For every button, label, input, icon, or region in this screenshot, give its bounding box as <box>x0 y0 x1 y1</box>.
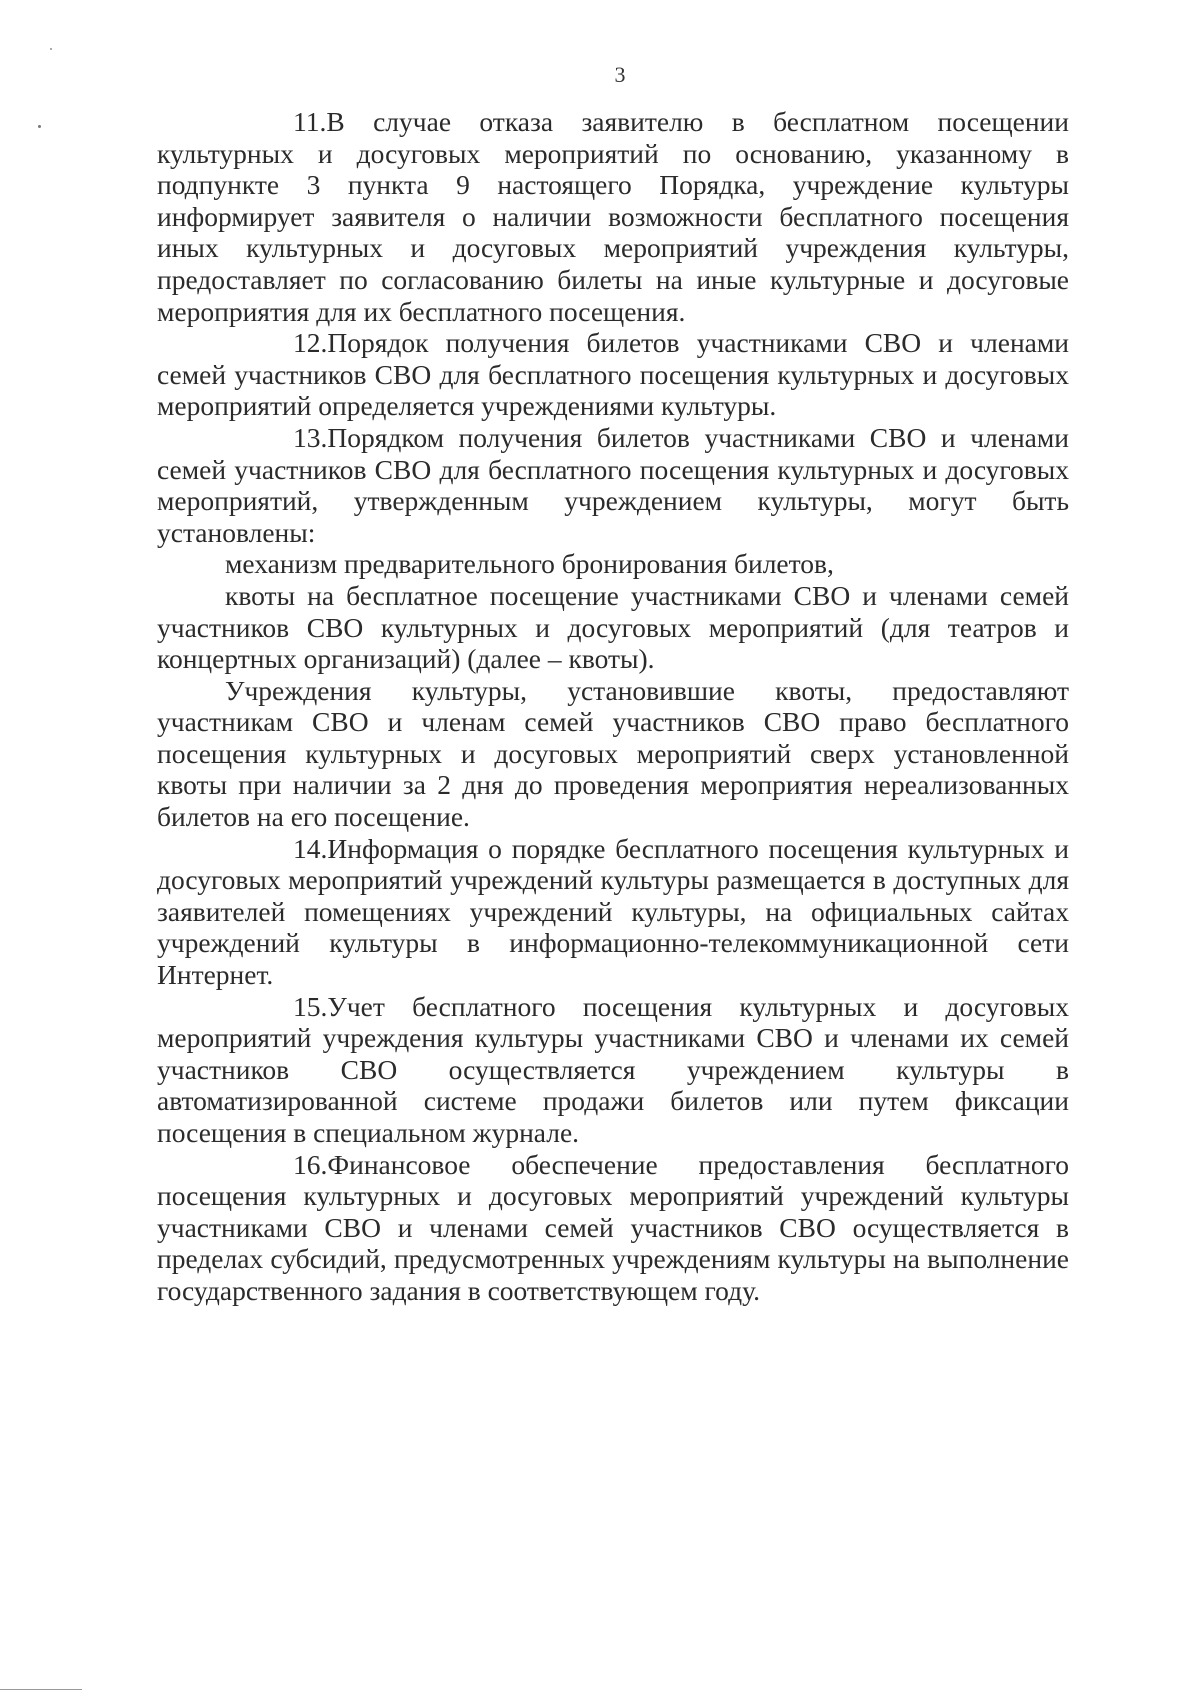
paragraph-13-item-booking <box>157 548 1069 580</box>
paragraph-15 <box>157 991 1069 1149</box>
paragraph-16 <box>157 1149 1069 1307</box>
paragraph-11 <box>157 106 1069 327</box>
paragraph-text: В случае отказа заявителю в бесплатном посещении культурных и досуговых мероприятий по основанию, указанному в подпункте 3 пункта 9 настоящего Порядка, учреждение культуры информирует заявителя о наличии возможности бесплатного посещения иных культурных и досуговых мероприятий учреждения культуры, предоставляет по согласованию билеты на иные культурные и досуговые мероприятия для их бесплатного посещения. <box>157 106 1069 327</box>
paragraph-text: Информация о порядке бесплатного посещения культурных и досуговых мероприятий учреждений культуры размещается в доступных для заявителей помещениях учреждений культуры, на официальных сайтах учреждений культуры в информационно-телекоммуникационной сети Интернет. <box>157 832 1069 991</box>
page-number: 3 <box>614 62 626 87</box>
paragraph-text: Финансовое обеспечение предоставления бесплатного посещения культурных и досуговых мероприятий учреждений культуры участниками СВО и членами семей участников СВО осуществляется в пределах субсидий, предусмотренных учреждениям культуры на выполнение государственного задания в соответствующем году. <box>157 1148 1069 1306</box>
paragraph-text: механизм предварительного бронирования билетов, <box>225 548 834 580</box>
paragraph-text: Порядок получения билетов участниками СВО и членами семей участников СВО для бесплатного посещения культурных и досуговых мероприятий определяется учреждениями культуры. <box>157 327 1069 422</box>
scan-speck <box>38 125 41 128</box>
paragraph-number: 14. <box>293 832 328 864</box>
paragraph-13 <box>157 422 1069 548</box>
paragraph-13-quotas-note <box>157 675 1069 833</box>
paragraph-number: 16. <box>293 1148 328 1180</box>
document-body <box>157 106 1069 1307</box>
paragraph-number: 11. <box>293 106 327 137</box>
paragraph-13-item-quotas <box>157 580 1069 675</box>
paragraph-text: Учет бесплатного посещения культурных и досуговых мероприятий учреждения культуры участниками СВО и членами их семей участников СВО осуществляется учреждением культуры в автоматизированной системе продажи билетов или путем фиксации посещения в специальном журнале. <box>157 990 1069 1148</box>
paragraph-text: Учреждения культуры, установившие квоты, предоставляют участникам СВО и членам семей участников СВО право бесплатного посещения культурных и досуговых мероприятий сверх установленной квоты при наличии за 2 дня до проведения мероприятия нереализованных билетов на его посещение. <box>157 674 1069 833</box>
paragraph-text: квоты на бесплатное посещение участниками СВО и членами семей участников СВО культурных и досуговых мероприятий (для театров и концертных организаций) (далее – квоты). <box>157 579 1069 675</box>
paragraph-text: Порядком получения билетов участниками СВО и членами семей участников СВО для бесплатного посещения культурных и досуговых мероприятий, утвержденным учреждением культуры, могут быть установлены: <box>157 421 1069 548</box>
paragraph-number: 12. <box>293 327 328 359</box>
paragraph-number: 15. <box>293 990 328 1022</box>
paragraph-14 <box>157 833 1069 991</box>
scan-speck <box>50 48 52 50</box>
paragraph-12 <box>157 327 1069 422</box>
scan-edge-line <box>0 1689 82 1690</box>
paragraph-number: 13. <box>293 421 328 453</box>
